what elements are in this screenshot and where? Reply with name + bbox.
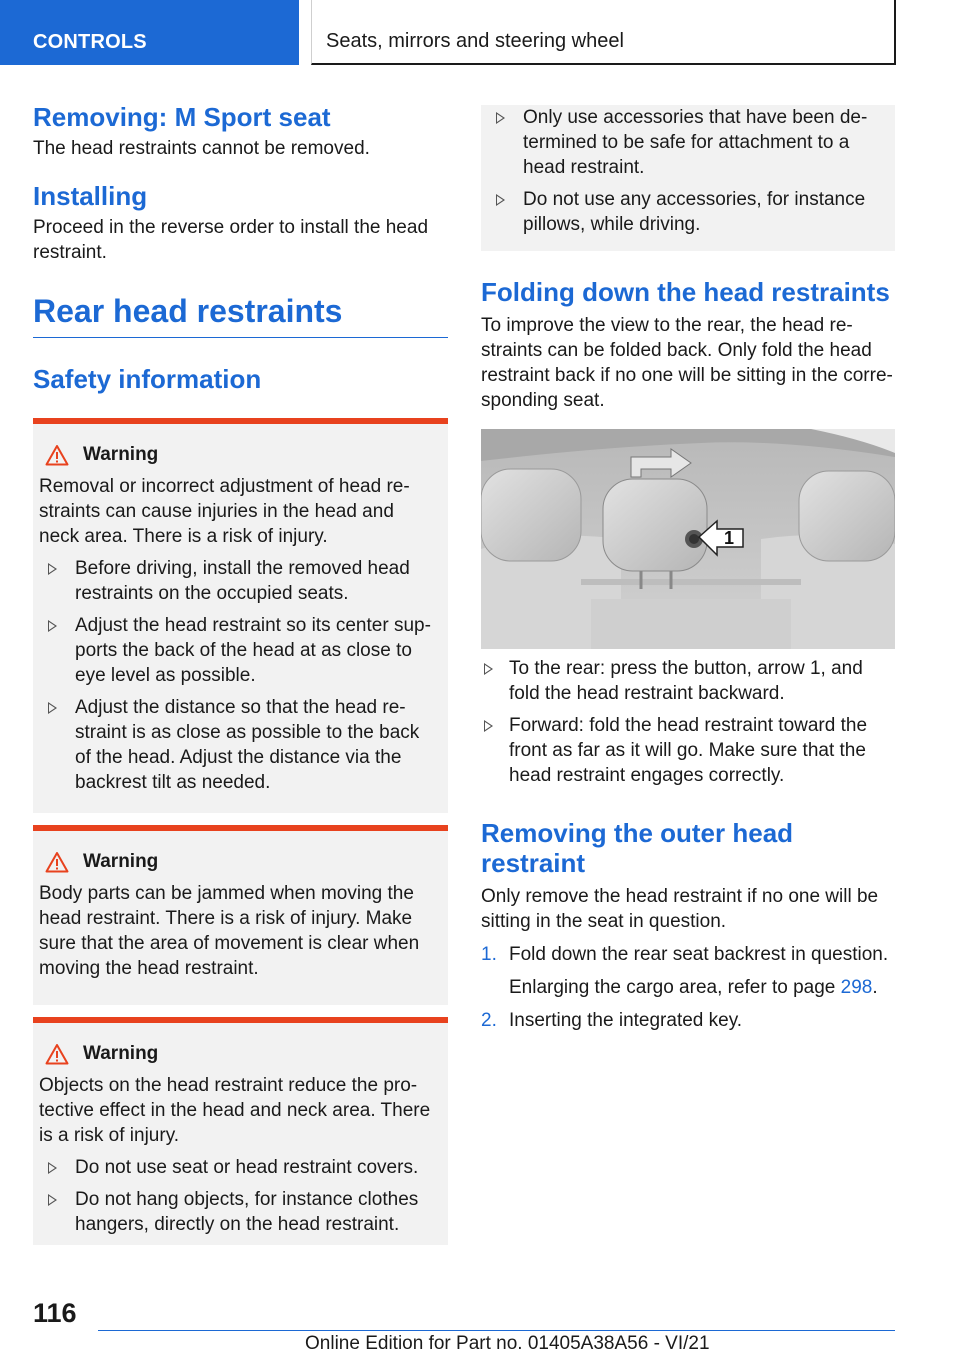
triangle-bullet-icon (484, 663, 493, 675)
heading-safety-information: Safety information (33, 364, 262, 394)
triangle-bullet-icon (484, 720, 493, 732)
list-item: Adjust the distance so that the head re-straint is as close as possible to the back of the head. Adjust the distance via the backrest tilt as needed. (39, 695, 438, 795)
list-item: Do not use any accessories, for instance pillows, while driving. (487, 187, 885, 237)
folding-text: To improve the view to the rear, the head re-straints can be folded back. Only fold the head restraint back if no one will be sitting in the corre-sponding seat. (481, 315, 893, 411)
list-item: Adjust the head restraint so its center sup-ports the back of the head at as close to eye level as possible. (39, 613, 438, 688)
removing-outer-text: Only remove the head restraint if no one will be sitting in the seat in question. (481, 886, 879, 932)
warning-bullets (487, 105, 885, 237)
warning-triangle-icon (45, 444, 69, 466)
chapter-title: Seats, mirrors and steering wheel (311, 0, 896, 65)
warning-text: Objects on the head restraint reduce the pro-tective effect in the head and neck area. There is a risk of injury. (39, 1075, 431, 1146)
triangle-bullet-icon (496, 194, 505, 206)
heading-rear-head-restraints: Rear head restraints (33, 293, 343, 329)
triangle-bullet-icon (48, 620, 57, 632)
warning-bullets (39, 1155, 438, 1237)
list-item: 1. Fold down the rear seat backrest in question. Enlarging the cargo area, refer to page 298. (481, 944, 889, 998)
removing-msport-text: The head restraints cannot be removed. (33, 138, 370, 159)
warning-title: Warning (83, 444, 159, 465)
page-link[interactable]: 298 (840, 977, 873, 998)
warning-triangle-icon (45, 1043, 69, 1065)
footer-rule (98, 1330, 895, 1331)
warning-text: Removal or incorrect adjustment of head re-straints can cause injuries in the head and neck area. There is a risk of injury. (39, 476, 410, 547)
section-tab: CONTROLS (0, 0, 299, 65)
heading-installing: Installing (33, 181, 148, 211)
list-item: 2. Inserting the integrated key. (481, 1010, 743, 1031)
list-item: Forward: fold the head restraint toward the front as far as it will go. Make sure that the head restraint engages correctly. (481, 713, 895, 788)
head-restraint-figure (481, 429, 895, 649)
list-item: Do not hang objects, for instance clothes hangers, directly on the head restraint. (39, 1187, 438, 1237)
footer-edition: Online Edition for Part no. 01405A38A56 - VI/21 (305, 1333, 710, 1354)
triangle-bullet-icon (48, 1194, 57, 1206)
head-restraint-illustration (481, 429, 895, 649)
installing-text: Proceed in the reverse order to install the head restraint. (33, 217, 429, 263)
step-number: 2. (481, 1010, 497, 1031)
warning-triangle-icon (45, 851, 69, 873)
warning-bullets (39, 556, 438, 795)
list-item: Do not use seat or head restraint covers. (39, 1155, 438, 1180)
triangle-bullet-icon (496, 112, 505, 124)
list-item: To the rear: press the button, arrow 1, and fold the head restraint backward. (481, 656, 895, 706)
left-column (33, 100, 448, 1245)
warning-box-1 (33, 418, 448, 813)
heading-removing-msport-seat: Removing: M Sport seat (33, 102, 331, 132)
warning-text: Body parts can be jammed when moving the head restraint. There is a risk of injury. Make sure that the area of movement is clear when moving the head restraint. (39, 883, 420, 979)
warning-box-2 (33, 825, 448, 1005)
triangle-bullet-icon (48, 702, 57, 714)
warning-box-3 (33, 1017, 448, 1245)
step-number: 1. (481, 944, 497, 965)
triangle-bullet-icon (48, 563, 57, 575)
warning-title: Warning (83, 851, 159, 872)
folding-bullets (481, 656, 895, 788)
list-item: Only use accessories that have been de-termined to be safe for attachment to a head restraint. (487, 105, 885, 180)
removing-steps (481, 942, 895, 1033)
list-item: Before driving, install the removed head restraints on the occupied seats. (39, 556, 438, 606)
warning-box-3-continued (481, 105, 895, 251)
heading-removing-outer: Removing the outer head restraint (481, 818, 794, 878)
heading-rule (33, 337, 448, 338)
heading-folding-down: Folding down the head restraints (481, 277, 890, 307)
page-number: 116 (33, 1298, 77, 1328)
triangle-bullet-icon (48, 1162, 57, 1174)
warning-title: Warning (83, 1043, 159, 1064)
right-column (481, 103, 895, 1033)
figure-callout-number: 1 (724, 528, 735, 548)
